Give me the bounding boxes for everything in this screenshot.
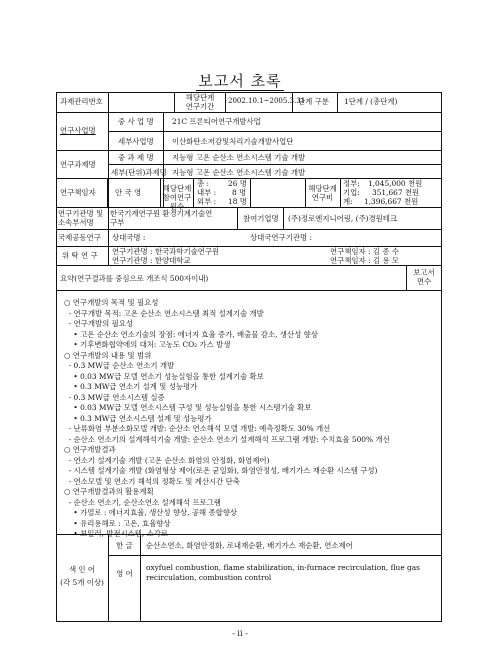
mid-task-label: 중 과 제 명: [118, 153, 154, 162]
partner-value: (주)정로엔지니어링, (주)경원테크: [288, 214, 398, 223]
consign-label: 위 탁 연 구: [62, 251, 98, 260]
summary-line: • 0.3 MW급 연소시스템 설계 및 성능평가: [64, 413, 212, 423]
sum-value: 1,396,667 천원: [364, 197, 419, 206]
summary-line: ○ 연구개발의 목적 및 필요성: [64, 298, 159, 307]
sum-label: 계:: [343, 197, 353, 206]
summary-line: • 가열로 : 에너지효율, 생산성 향상, 공해 종합향상: [64, 508, 238, 517]
stage-label: 단계 구분: [298, 97, 329, 106]
total-label: 총 :: [197, 179, 209, 188]
summary-line: ○ 연구개발결과: [64, 445, 116, 454]
page-title: 보고서 초록: [198, 72, 282, 90]
lead-label: 연구책임자: [60, 188, 96, 197]
intl-label: 국제공동연구: [58, 233, 101, 242]
summary-label: 요약(연구결과를 중심으로 개조식 500자이내): [60, 274, 209, 283]
summary-line: • 0.3 MW급 연소기 설계 및 성능평가: [64, 382, 198, 391]
internal-value: 8 명: [232, 188, 247, 197]
consign-org-1: 연구기관명 : 한국과학기술연구원: [112, 247, 220, 256]
mid-program-value: 21C 프론티어연구개발사업: [172, 117, 261, 126]
summary-line: - 연구개발의 필요성: [64, 319, 134, 328]
consign-org-2: 연구기관명 : 한양대학교: [112, 256, 191, 265]
summary-line: • 0.03 MW급 모델 연소기 성능실험을 통한 설계기술 확보: [64, 371, 264, 381]
external-value: 18 명: [228, 197, 247, 206]
summary-line: - 0.3 MW급 연소시스템 실증: [64, 392, 165, 402]
summary-line: ○ 연구개발의 내용 및 범위: [64, 350, 152, 360]
summary-line: • 유리용해로 : 고온, 효율향상: [64, 518, 171, 528]
corp-value: 351,667 천원: [372, 188, 420, 197]
lead-name: 안 국 영: [115, 188, 142, 197]
partner-country-label: 상대국명 :: [112, 233, 146, 242]
keywords-label: 색 인 어: [68, 565, 96, 574]
keywords-sub-label: (각 5개 이상): [60, 578, 104, 587]
org-value: 한국기계연구원 환경기계기술연 구부: [110, 209, 213, 227]
korean-keywords-label: 한 글: [116, 541, 133, 550]
detail-task-value: 지능형 고온 순산소 연소시스템 기술 개발: [172, 168, 306, 177]
consign-lead-1: 연구책임자 : 김 종 수: [330, 247, 400, 256]
summary-line: • 고온 순산소 연소기술의 장점: 에너지 효율 증가, 배출물 감소, 생산성 향상: [64, 329, 318, 339]
pages-label: 보고서 면수: [413, 268, 435, 286]
internal-label: 내부 :: [197, 188, 217, 197]
project-no-label: 과제관리번호: [60, 97, 103, 106]
summary-line: - 0.3 MW급 순산소 연소기 개발: [64, 361, 175, 370]
partner-org-label: 상대국연구기관명 :: [250, 233, 312, 242]
page-number: - ii -: [232, 629, 248, 638]
partner-label: 참여기업명: [243, 214, 279, 223]
korean-keywords: 순산소연소, 화염안정화, 로내재순환, 배기가스 재순환, 연소제어: [146, 541, 353, 550]
summary-line: - 순산소 연소기, 순산소연소 설계해석 프로그램: [64, 497, 221, 507]
period-value: 2002.10.1~2005.3.31: [228, 97, 306, 105]
budget-label: 해당단계 연구비: [308, 184, 337, 202]
english-keywords-line-2: recirculation, combustion control: [146, 573, 272, 582]
english-keywords-label: 영 어: [116, 569, 133, 578]
mid-program-label: 중 사 업 명: [118, 117, 154, 126]
summary-line: • 0.03 MW급 모델 연소시스템 구성 및 성능실험을 통한 시스템기술 확보: [64, 403, 312, 412]
total-value: 26 명: [228, 179, 247, 188]
summary-line: - 연구개발 목적: 고온 순산소 연소시스템 최적 설계기술 개발: [64, 308, 264, 318]
program-group-label: 연구사업명: [60, 126, 96, 135]
detail-program-value: 이산화탄소저감및처리기술개발사업단: [172, 137, 294, 146]
gov-label: 정부:: [343, 179, 360, 188]
summary-line: - 순산소 연소기의 설계해석기술 개발: 순산소 연소기 설계해석 프로그램 개발: 수치효율 500% 개선: [64, 434, 390, 444]
summary-line: - 시스템 설계기술 개발 (화염형상 제어(로온 균일화), 화염안정성, 배기가스 재순환 시스템 구성): [64, 466, 378, 475]
period-label: 해당단계 연구기간: [185, 93, 215, 111]
researchers-label: 해당단계 참여연구원수: [162, 184, 192, 211]
summary-line: ○ 연구개발결과의 활용계획: [64, 487, 154, 496]
corp-label: 기업:: [343, 188, 360, 197]
summary-line: • 보일러, 발전시스템, 소각로: [64, 529, 169, 538]
detail-program-label: 세부사업명: [118, 137, 154, 146]
external-label: 외부 :: [197, 197, 217, 206]
summary-line: • 기후변화협약에의 대처: 고농도 CO₂ 가스 발생: [64, 340, 231, 349]
summary-line: - 연소기 설계기술 개발 (고온 순산소 화염의 안정화, 화염제어): [64, 455, 270, 465]
consign-lead-2: 연구책임자 : 김 용 모: [330, 256, 400, 265]
gov-value: 1,045,000 천원: [368, 179, 423, 188]
mid-task-value: 지능형 고온 순산소 연소시스템 기술 개발: [172, 153, 306, 162]
task-group-label: 연구과제명: [60, 160, 96, 169]
summary-line: - 연소모델 및 연소기 해석의 정확도 및 계산시간 단축: [64, 476, 240, 486]
stage-value: 1단계 / (총단계): [344, 97, 398, 106]
summary-line: - 난류화염 부분소화모델 개발: 순산소 연소해석 모델 개발: 예측정확도 30% 개선: [64, 424, 331, 433]
detail-task-label: 세부(단위)과제명: [111, 168, 167, 177]
summary-body: [64, 298, 436, 540]
org-label: 연구기관명 및 소속부서명: [58, 209, 104, 227]
english-keywords-line-1: oxyfuel combustion, flame stabilization, in-furnace recirculation, flue gas: [146, 563, 420, 572]
